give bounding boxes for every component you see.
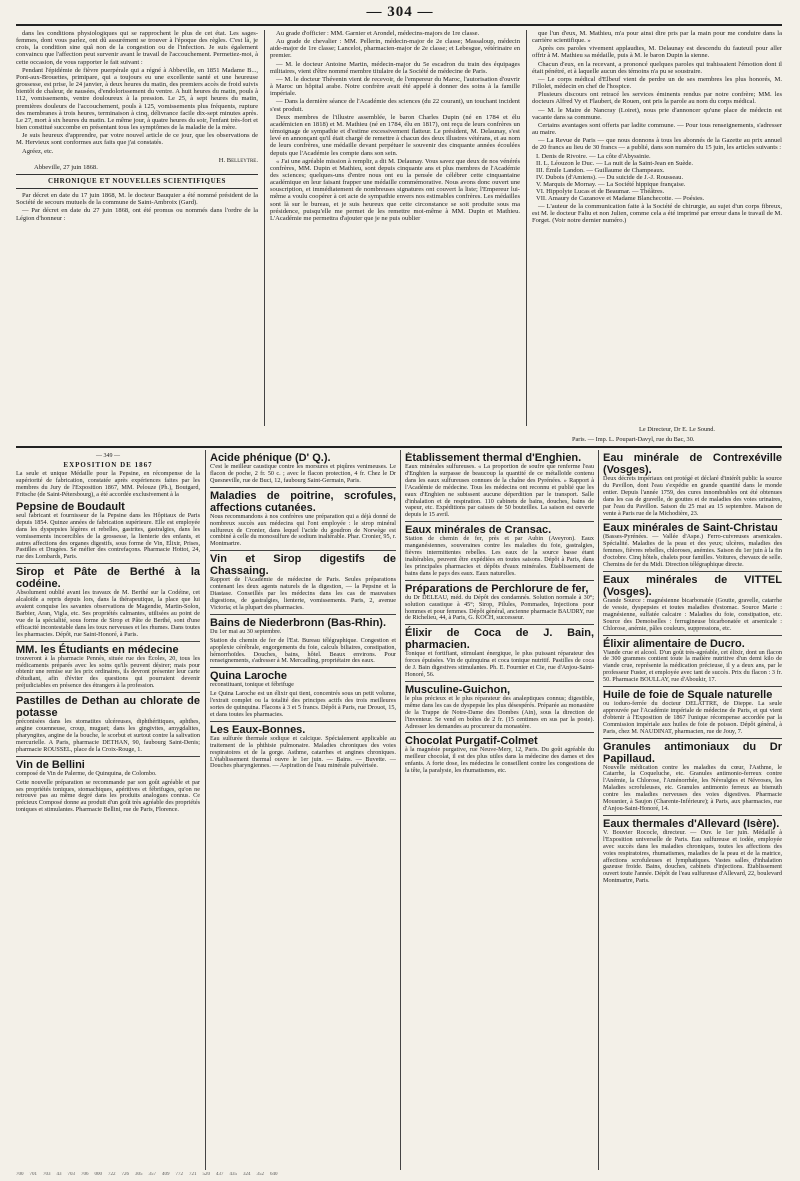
signature: H. Belleytre. xyxy=(218,156,258,164)
paragraph: que l'un d'eux, M. Mathieu, m'a pour ainsi dire pris par la main pour me conduire dans la carrière scientifique. » xyxy=(532,30,782,45)
paragraph: — M. le Maire de Nancray (Loiret), nous prie d'annoncer qu'une place de médecin est vacante dans sa commune. xyxy=(532,106,782,121)
paragraph: — La Revue de Paris — que nous donnons à tous les abonnés de la Gazette au prix annuel de 20 francs au lieu de 30 francs — a publié, dans son numéro du 15 juin, les articles suivants : xyxy=(532,137,782,152)
ad-number: 640 xyxy=(270,1172,278,1177)
ad-number: 706 xyxy=(81,1172,89,1177)
ad-text: trouveront à la pharmacie Pennès, située rue des Écoles, 20, tous les médicaments préparés avec les soins qu'ils peuvent désirer; mais pour obtenir une remise sur les prix ordinaires, ils devront présenter leur carte d'étudiant, afin d'éviter des questions qui pourraient devenir préjudiciables en présence des étrangers à la profession. xyxy=(16,654,200,690)
ad-text: à la magnésie purgative, rue Neuve-Mery, 12, Paris. Du goût agréable du meilleur chocolat, il est des plus utiles dans la médecine des dames et des enfants. A forte dose, les médecins le conseillent contre les congestions de la tête, la paralysie, les rhumatismes, etc. xyxy=(405,746,594,775)
paragraph: Au grade d'officier : MM. Garnier et Arondel, médecins-majors de 1re classe. xyxy=(276,30,480,37)
paragraph: Après ces paroles vivement applaudies, M. Delaunay est descendu du fauteuil pour aller offrir à M. Mathieu sa médaille, puis à M. le baron Dupin la sienne. xyxy=(532,45,782,60)
ad-title: Eaux minérales de VITTEL (Vosges). xyxy=(603,573,782,598)
ad-subtitle: composé de Vin de Palerme, de Quinquina, de Colombo. xyxy=(16,769,157,777)
ad-number: 352 xyxy=(256,1172,264,1177)
ad-text: Eaux minérales sulfureuses. « La proportion de soufre que renferme l'eau d'Enghien la surpasse de beaucoup la quantité de ce métalloïde contenu dans les eaux sulfureuses connues de la chaîne des Pyrénées. » Rapport à l'Académie de médecine. Tous les médecins ont reconnu et publié que les eaux d'Enghien ne subissent aucune déperdition par le transport. Salle d'inhalation et de respiration. 110 cabinets de bains, douches, bains de vapeur, etc. Expéditions par caisses de 50 bouteilles. La saison est ouverte depuis le 15 avril. xyxy=(405,463,594,519)
paragraph: — M. le docteur Antoine Martin, médecin-major du 5e escadron du train des équipages militaires, vient d'être nommé membre titulaire de la Société de médecine de Paris. xyxy=(270,60,520,75)
paragraph: « J'ai une agréable mission à remplir, a dit M. Delaunay. Vous savez que deux de nos vénérés confrères, MM. Dupin et Mathieu, sont depuis cinquante ans et plus membres de l'Académie des sciences; quelques-uns d'entre nous ont eu la pensée de célébrer cette cinquantaine académique en leur faisant frapper une médaille commémorative. Nous avons donc ouvert une souscription, et immédiatement de nombreuses signatures ont couvert la liste; l'Empereur lui-même a voulu coopérer à cet acte de sympathie envers nos estimables confrères. Les médailles sont là sur le bureau, et je suis heureux que cette circonstance se soit produite sous ma présidence, puisqu'elle me permet de les remettre moi-même à MM. Dupin et Mathieu. L'Académie me permettra d'ajouter que je ne puis oublier xyxy=(270,157,520,222)
ad-title: Préparations de Perchlorure de fer, xyxy=(405,582,589,595)
column-1 xyxy=(16,30,258,424)
ad-title: Eaux thermales d'Allevard (Isère). xyxy=(603,817,780,830)
divider xyxy=(405,521,594,522)
ad-text: Rapport de l'Académie de médecine de Paris. Seules préparations contenant les deux agents naturels de la digestion, — la Pepsine et la Diastase. Conseillés par les médecins dans les cas de mauvaises digestions, de gastralgies, lienterie, vomissements. Paris, 2, avenue Victoria; et la plupart des pharmacies. xyxy=(210,576,396,611)
ad-text: ou ioduro-ferrée du docteur DELATTRE, de Dieppe. La seule approuvée par l'Académie impériale de médecine de Paris, et qui vient d'obtenir à l'Exposition de 1867 l'unique récompense accordée par la Commission impériale aux huiles de foie de poisson. Dépôt général, à Paris, chez M. NAUDINAT, pharmacien, rue de Jouy, 7. xyxy=(603,700,782,735)
ad-number: 700 xyxy=(16,1172,24,1177)
ad-number: 701 xyxy=(29,1172,37,1177)
list-item: IV. Dubois (d'Amiens). — Du suicide de J.-J. Rousseau. xyxy=(536,173,684,181)
divider xyxy=(16,692,200,693)
list-item: III. Émile Landon. — Guillaume de Champeaux. xyxy=(536,166,665,174)
divider xyxy=(603,686,782,687)
imprint-line xyxy=(572,436,782,443)
paragraph: Je suis heureux d'apprendre, par votre nouvel article de ce jour, que les observations de M. Hervieux sont conformes aux faits que j'ai constatés. xyxy=(16,132,258,147)
ad-title: Granules antimoniaux du Dr Papillaud. xyxy=(603,740,782,765)
divider xyxy=(210,667,396,668)
ad-title: Établissement thermal d'Enghien. xyxy=(405,452,582,464)
ad-number: 43 xyxy=(56,1172,62,1177)
ad-text: Cette nouvelle préparation se recommande par son goût agréable et par ses propriétés toniques, stomachiques, apéritives et fébrifuges, qu'on ne retrouve pas au même degré dans les produits analogues connus. Ce précieux Composé donne au produit d'un goût très agréable des propriétés toniques et stimulantes. Pharmacie Bellini, rue de Paris, Florence. xyxy=(16,778,200,814)
ad-title: Sirop et Pâte de Berthé à la codéine. xyxy=(16,566,200,591)
divider xyxy=(16,174,258,175)
paragraph: Au grade de chevalier : MM. Pellerin, médecin-major de 2e classe; Massaloup, médecin aide-major de 1re classe; Lancelot, pharmacien-major de 2e classe; et Lebesgue, vétérinaire en premier. xyxy=(270,38,520,60)
ad-title: Élixir alimentaire de Ducro. xyxy=(603,637,745,650)
list-item: I. Denis de Rivoire. — La côte d'Abyssinie. xyxy=(536,152,651,160)
divider xyxy=(603,635,782,636)
imprint-text: Paris. — Imp. L. Poupart-Davyl, rue du Bac, 30. xyxy=(572,436,695,443)
column-rule xyxy=(526,30,527,426)
ad-number: 772 xyxy=(175,1172,183,1177)
divider xyxy=(405,732,594,733)
ad-number: 000 xyxy=(94,1172,102,1177)
paragraph: Agréez, etc. xyxy=(22,147,54,155)
ad-text: Eau sulfurée thermale sodique et calcique. Spécialement applicable au traitement de la phthisie pulmonaire. Maladies chroniques des voies respiratoires et de la gorge. Asthme, catarrhes et angines chroniques. L'établissement thermal ouvre le 1er juin. — Bains. — Buvette. — Douches pharyngiennes. — Aspiration de l'eau minérale pulvérisée. xyxy=(210,734,396,770)
paragraph: — M. le docteur Thévenin vient de recevoir, de l'empereur du Maroc, l'autorisation d'ouvrir à Maroc un hôpital arabe. Notre confrère avait été appelé à donner des soins à la famille impériale. xyxy=(270,75,520,98)
ad-number: 409 xyxy=(162,1172,170,1177)
ad-title: Bains de Niederbronn (Bas-Rhin). xyxy=(210,616,387,629)
section-title: CHRONIQUE ET NOUVELLES SCIENTIFIQUES xyxy=(47,176,227,185)
ad-title: Eau minérale de Contrexéville (Vosges). xyxy=(603,452,782,476)
paragraph: Par décret en date du 17 juin 1868, M. le docteur Bauquier a été nommé président de la Société de secours mutuels de la commune de Saint-Ambroix (Gard). xyxy=(16,192,258,207)
ad-title: Acide phénique (D' Q.). xyxy=(210,452,331,464)
divider xyxy=(405,580,594,581)
ad-text: Station de chemin de fer, près et par Aubin (Aveyron). Eaux manganésiennes, souveraines contre les maladies du foie, gastralgies, fièvres intermittentes rebelles. Les eaux de la source basse étant inaltérables, peuvent être expédiées en toutes saisons. Dépôt à Paris, dans les principales pharmacies et dépôts d'eaux minérales. Établissement de bains dans le pays des eaux. Eaux naturelles. xyxy=(405,535,594,577)
divider xyxy=(405,681,594,682)
divider xyxy=(210,550,396,551)
ad-subtitle: reconstituant, tonique et fébrifuge xyxy=(210,681,294,689)
ad-number: 721 xyxy=(189,1172,197,1177)
page-number: — 304 — xyxy=(366,4,434,20)
ad-text: Tonique et fortifiant, stimulant énergique, le plus puissant réparateur des forces épuisées. Vin de quinquina et coca tonique nutritif. Pastilles de coca de J. Bain digestives stimulantes. Ph. E. Fournier et Cie, rue d'Anjou-Saint-Honoré, 56. xyxy=(405,650,594,679)
column-2 xyxy=(270,30,520,424)
list-item: V. Marquis de Mornay. — La Société hippique française. xyxy=(536,181,686,189)
ad-title: Pepsine de Boudault xyxy=(16,500,125,513)
place-date: Abbeville, 27 juin 1868. xyxy=(34,163,98,171)
paragraph: — L'auteur de la communication faite à la Société de chirurgie, au sujet d'un corps fibreux, est M. le docteur Faliu et non Julien, comme cela a été imprimé par erreur dans le travail de M. Forget. (Voir notre dernier numéro.) xyxy=(532,202,782,224)
divider xyxy=(603,571,782,572)
paragraph: — Dans la dernière séance de l'Académie des sciences (du 22 courant), un touchant incident s'est produit. xyxy=(270,98,520,113)
ad-title: Chocolat Purgatif-Colmet xyxy=(405,735,538,748)
divider xyxy=(603,738,782,739)
ad-number: 520 xyxy=(202,1172,210,1177)
divider xyxy=(405,624,594,625)
top-rule xyxy=(16,24,782,26)
divider xyxy=(210,721,396,722)
ad-title: Maladies de poitrine, scrofules, affections cutanées. xyxy=(210,489,396,514)
ad-title: EXPOSITION DE 1867 xyxy=(63,461,153,470)
paragraph: — Par décret en date du 27 juin 1868, ont été promus ou nommés dans l'ordre de la Légion d'honneur : xyxy=(16,207,258,222)
ad-title: Pastilles de Dethan au chlorate de potasse xyxy=(16,695,200,720)
ad-title: Vin et Sirop digestifs de Chassaing. xyxy=(210,553,396,578)
column-3 xyxy=(532,30,782,420)
ad-text: V. Bouvier Rococle, directeur. — Ouv. le 1er juin. Médaille à l'Exposition universelle de Paris. Eau sulfureuse et iodée, employée avec succès dans les maladies chroniques, toutes les affections des voies respiratoires, rhumatismes, maladies de la peau et de la matrice, affections scrofuleuses et lymphatiques. Vastes salles d'inhalation gazeuse froide. Bains, douches, cabinets d'injections. Établissement ouvert toute l'année. Dépôt de l'eau sulfureuse d'Allevard, 22, boulevard Montmartre, Paris. xyxy=(603,828,782,885)
ads-column-d xyxy=(603,452,782,1168)
ad-title: Musculine-Guichon, xyxy=(405,683,511,696)
divider xyxy=(603,815,782,816)
ads-top-rule xyxy=(16,446,782,448)
ad-text: préconisées dans les stomatites ulcéreuses, diphthéritiques, aphthes, angine couenneuse, croup, muguet; dans les gingivites, amygdalites, pharyngites, angine de la bouche, le scorbut et surtout contre la salivation mercurielle. A Paris, pharmacie DETHAN, 90, faubourg Saint-Denis; pharmacie ROUSSEL, place de la Croix-Rouge, 1. xyxy=(16,718,200,753)
ad-text: Nous recommandons à nos confrères une préparation qui a déjà donné de nombreux succès aux médecins qui l'ont employée : le sirop minéral sulfureux de Cronier, dans lequel l'acide du goudron de Norwège est combiné à celle du monosulfure de sodium inaltérable. Phar. Cronier, 95, r. Montmartre. xyxy=(210,512,396,548)
ads-column-a xyxy=(16,452,200,1168)
ad-number-strip xyxy=(16,1172,782,1177)
ad-text: Station du chemin de fer de l'Est. Bureau télégraphique. Congestion et apoplexie cérébrale, engorgements du foie, calculs biliaires, constipation, hémorrhoïdes. Douches, bains, hôtel. Beaux environs. Pour renseignements, s'adresser à M. Mercadling, propriétaire des eaux. xyxy=(210,636,396,665)
ad-number: 357 xyxy=(148,1172,156,1177)
paragraph: Certains avantages sont offerts par ladite commune. — Pour tous renseignements, s'adresser au maire. xyxy=(532,121,782,137)
ad-number: 437 xyxy=(216,1172,224,1177)
list-item: II. L. Léouzon le Duc. — La nuit de la Saint-Jean en Suède. xyxy=(536,159,694,167)
list-item: VI. Hippolyte Lucas et de Beaumar. — Théâtres. xyxy=(536,188,665,196)
ad-subtitle: Du 1er mai au 30 septembre. xyxy=(210,627,282,635)
column-rule xyxy=(264,30,265,426)
ad-text: Nouvelle médication contre les maladies du cœur, l'Asthme, le Catarrhe, la Coqueluche, etc. Granules antimonio-ferreux contre l'Anémie, la Chlorose, l'Aménorrhée, les Névralgies et Névroses, les Maladies scrofuleuses, etc. Granules antimonio ferreux au bismuth contre les maladies nerveuses des voies digestives. Pharmacie Mousnier, à Saujon (Charente-Inférieure); à Paris, aux pharmacies, rue d'Anjou-Saint-Honoré, 14. xyxy=(603,763,782,812)
ad-title: Les Eaux-Bonnes. xyxy=(210,723,306,736)
paragraph: Chacun d'eux, en la recevant, a prononcé quelques paroles qui trahissaient l'émotion dont il était pénétré, et à laquelle aucun des témoins n'a pu se soustraire. xyxy=(532,60,782,75)
ad-text: Grande Source : magnésienne bicarbonatée (Goutte, gravelle, catarrhe de vessie, dyspepsies et toutes maladies d'estomac. Source Marie : magnésienne, sulfatée calcaire : Maladies du foie, constipation, etc. Source des Demoiselles : ferrugineuse bicarbonatée et arsenicale : Chlorose, anémie, pâles couleurs, suppressions, etc. xyxy=(603,596,782,632)
ad-text: La seule et unique Médaille pour la Pepsine, en récompense de la supériorité de fabrication, constatée après expériences faites par les membres du Jury de l'Exposition 1867, MM. Pelouze (Ph.), Boutgard, Fritsche (de Saint-Pétersbourg), a été accordée exclusivement à la xyxy=(16,470,200,499)
ad-number: 435 xyxy=(229,1172,237,1177)
paragraph: dans les conditions physiologiques qui se rapprochent le plus de cet état. Les sages-femmes, dont vous parlez, ont dû assurément se trouver à l'époque des règles. C'est là, je crois, la condition sine quâ non de la congestion ou de l'infection. Je suis également convaincu que l'affection peut survenir avant le travail de l'accouchement. Permettez-moi, à cette occasion, de vous rapporter le fait suivant : xyxy=(16,30,258,66)
list-item: VII. Amaury de Cazanove et Madame Blanchecotte. — Poésies. xyxy=(536,195,705,203)
ad-number: 324 xyxy=(243,1172,251,1177)
ads-column-rule xyxy=(400,450,401,1170)
ad-title: Vin de Bellini xyxy=(16,758,85,771)
ad-title: Eaux minérales de Saint-Christau xyxy=(603,522,778,535)
ad-text: Deux décrets impériaux ont protégé et déclaré d'intérêt public la source du Pavillon, dont l'eau s'expédie en grande quantité dans le monde entier. Depuis l'année 1759, des cures innombrables ont été obtenues dans les cas de gravelle, de gouttes et de maladies des voies urinaires, par l'eau du Pavillon. Saison du 25 mai au 15 septembre. Maison de vente à Paris rue de la Michodière, 23. xyxy=(603,475,782,517)
ad-title: Eaux minérales de Cransac. xyxy=(405,524,552,537)
ad-title: Quina Laroche xyxy=(210,670,288,683)
ad-text: Absolument oublié avant les travaux de M. Berthé sur la Codéine, cet alcaloïde a repris depuis lors, dans la thérapeutique, la place que lui avaient conquise les savantes observations de Magendie, Martin-Solon, Barbier, Aran, Vigla, etc. Ses propriétés calmantes, utilisées au point de vue de la spécialité, sous forme de Sirop et Pâte de Berthé, sont d'une efficacité incontestable dans les toux nerveuses et les rhumes. Dans toutes les pharmacies. Dépôt, rue Saint-Honoré, à Paris. xyxy=(16,589,200,638)
ad-title: Huile de foie de Squale naturelle xyxy=(603,689,773,702)
paragraph: Pendant l'épidémie de fièvre puerpérale qui a régné à Abbeville, en 1851 Madame B..., Pont-aux-Brouettes, primipare, qui a toujours eu une excellente santé et une heureuse grossesse, est prise, le 24 janvier, à deux heures du matin, des premiers accès de froid suivis bientôt de chaleur, de nausées, d'endolorissement du ventre. A huit heures du matin, pouls à 112, vomissements, ventre douloureux à la pression. Le 25, à sept heures du matin, premières douleurs de l'accouchement, pouls à 125, vomissements plus fréquents, rupture des membranes à trois heures, terminaison à cinq, délivrance facile dix-sept minutes après. Le 27, mort à six heures du matin. Le même jour, à quatre heures du soir, l'enfant très-fort et bien constitué succombe en présentant tous les symptômes de la maladie de la mère. xyxy=(16,66,258,132)
ad-number: 305 xyxy=(135,1172,143,1177)
paragraph: Deux membres de l'illustre assemblée, le baron Charles Dupin (né en 1784 et élu académicien en 1818) et M. Mathieu (né en 1784, élu en 1817), ont reçu de leurs confrères un témoignage de sympathie et d'estime excessivement flatteur. Le président, M. Delaunay, s'est levé en annonçant qu'il était chargé de remettre à chacun des deux illustres vétérans, et au nom de leurs confrères, une médaille devant perpétuer le souvenir des cinquante années écoulées depuis que l'Académie les compte dans son sein. xyxy=(270,113,520,157)
ad-title: Élixir de Coca de J. Bain, pharmacien. xyxy=(405,627,594,652)
ad-text: seul fabricant et fournisseur de la Pepsine dans les Hôpitaux de Paris depuis 1854. Quinze années de fabrication supérieure. Elle est employée dans les dyspepsies légères et rebelles, gastrites, gastralgies, dans les vomissements incoercibles de la grossesse, la lienterie des enfants, et autres affections des organes digestifs, sous forme de Vin, Elixir, Prises, Pastilles et Dragées. Se méfier des contrefaçons. Pharmacie Hottot, 24, rue des Lombards, Paris. xyxy=(16,511,200,561)
divider xyxy=(210,614,396,615)
ad-number: 703 xyxy=(67,1172,75,1177)
divider xyxy=(16,641,200,642)
divider xyxy=(16,563,200,564)
ads-column-rule xyxy=(205,450,206,1170)
ad-text: le plus précieux et le plus réparateur des analeptiques connus; digestible, même dans les cas de dyspepsie les plus désespérés. Préparée au monastère de la Trappe de Notre-Dame des Dombes (Ain), sous la direction de l'inventeur. Se vend en boîtes de 2 fr. (15 centimes en sus par la poste). Adresser les demandes au procureur du monastère. xyxy=(405,694,594,730)
divider xyxy=(16,188,258,189)
article-list xyxy=(536,153,782,203)
ads-column-b xyxy=(210,452,396,1168)
director-line: Le Directeur, Dr E. Le Sound. xyxy=(639,426,715,433)
ad-text: Le Quina Laroche est un élixir qui tient, concentrés sous un petit volume, l'extrait complet ou la totalité des principes actifs des trois meilleures sortes de quinquina. Flacons à 3 et 5 francs. Dépôt à Paris, rue Drouot, 15, et dans toutes les pharmacies. xyxy=(210,690,396,718)
ad-text: Viande crue et alcool. D'un goût très-agréable, cet élixir, dont un flacon de 300 grammes contient toute la matière nutritive d'un demi kilo de viande crue, représente la médication précieuse, il y a deux ans, par le professeur Fuster, et employée avec tant de succès. Prix du flacon : 3 fr. 50. Pharmacie BOULLAY, rue d'Aboukir, 17. xyxy=(603,648,782,684)
ad-text: C'est le meilleur caustique contre les morsures et piqûres venimeuses. Le flacon de poche, 2 fr. 50 c. ; avec le flacon protection, 4 fr. Chez le Dr Quesneville, rue de Buci, 12, faubourg Saint-Germain, Paris. xyxy=(210,463,396,484)
ad-text: (Basses-Pyrénées. — Vallée d'Aspe.) Ferro-cuivreuses arsenicales. Spécialité. Maladies de la peau et des yeux; ulcères, maladies des femmes, fièvres rebelles, chloroses, anémies. Saison du 1er juin à la fin d'octobre. Cinq hôtels, chalets pour familles. Voitures, chevaux de selle. Chemins de fer du Midi. Direction télégraphique directe. xyxy=(603,533,782,569)
ad-text: du Dr DELEAU, méd. du Dépôt des condamnés. Solution normale à 30°; solution caustique à 45°; Sirop, Pilules, Pommades, Injections pour hommes et pour femmes. Dépôt général, ancienne pharmacie BAUDRY, rue de Richelieu, 44, à Paris, G. KOCH, successeur. xyxy=(405,593,594,622)
divider xyxy=(603,519,782,520)
ad-title: MM. les Étudiants en médecine xyxy=(16,643,179,656)
ad-number: 722 xyxy=(108,1172,116,1177)
divider xyxy=(16,756,200,757)
paragraph: — Le corps médical d'Elbeuf vient de perdre un de ses membres les plus honorés, M. Fillolet, médecin en chef de l'hospice. xyxy=(532,75,782,91)
ads-column-c xyxy=(405,452,594,1168)
divider xyxy=(210,487,396,488)
ads-column-rule xyxy=(598,450,599,1170)
paragraph: Plusieurs discours ont retracé les services éminents rendus par notre confrère; MM. les docteurs Alfred Vy et Flaubert, de Rouen, ont pris la parole au nom du corps médical. xyxy=(532,91,782,106)
ad-number: — 349 — xyxy=(96,453,120,459)
ad-number: 726 xyxy=(121,1172,129,1177)
ad-number: 703 xyxy=(43,1172,51,1177)
